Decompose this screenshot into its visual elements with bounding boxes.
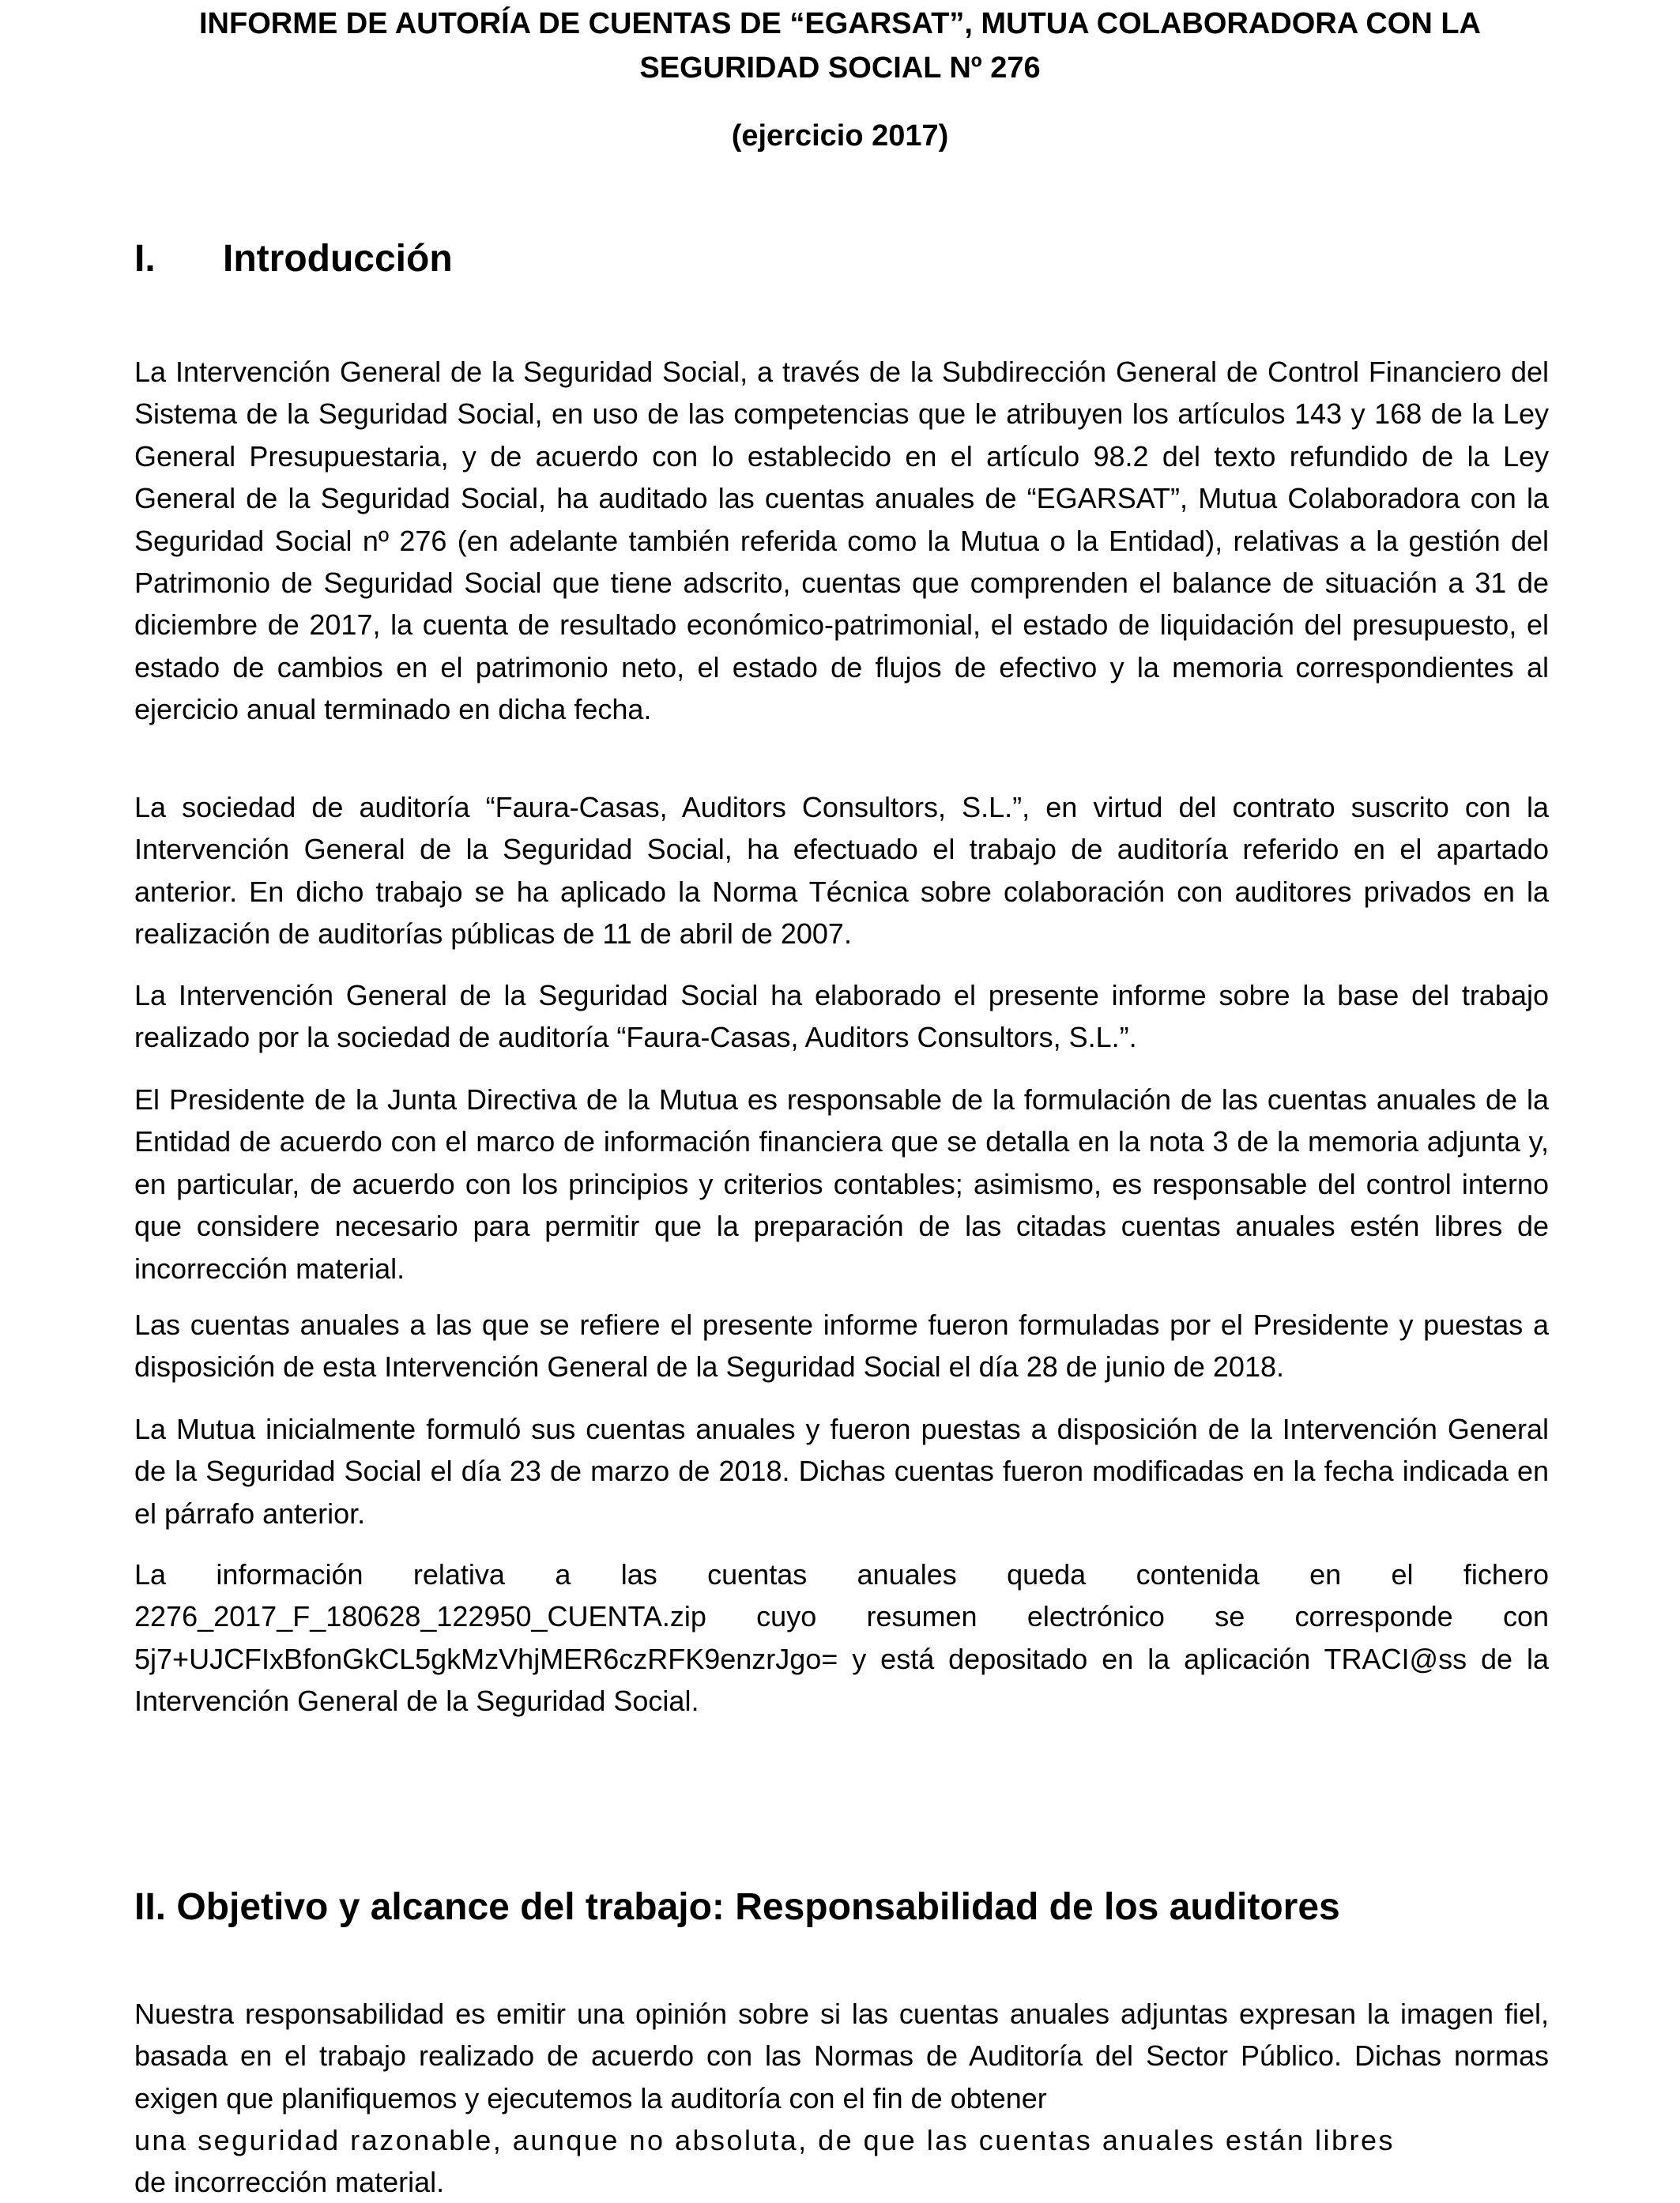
section-2-heading: II. Objetivo y alcance del trabajo: Responsabilidad de los auditores — [134, 1886, 1340, 1928]
section-2-paragraph-1-end: de incorrección material. — [134, 2166, 445, 2198]
document-title-line-1: INFORME DE AUTORÍA DE CUENTAS DE “EGARSAT”, MUTUA COLABORADORA CON LA — [198, 7, 1481, 40]
section-1-paragraph-3: La Intervención General de la Seguridad Social ha elaborado el presente informe sobre la base del trabajo realizado por la sociedad de auditoría “Faura-Casas, Auditors Consultors, S.L.”. — [134, 979, 1549, 1054]
section-1-number: I. — [134, 238, 156, 280]
section-1-heading — [134, 235, 453, 283]
section-1-paragraph-6: La Mutua inicialmente formuló sus cuentas anuales y fueron puestas a disposición de la Intervención General de la Seguridad Social el día 23 de marzo de 2018. Dichas cuentas fueron modificadas en la fecha indicada en el párrafo anterior. — [134, 1413, 1549, 1530]
section-1-paragraph-4: El Presidente de la Junta Directiva de la Mutua es responsable de la formulación de las cuentas anuales de la Entidad de acuerdo con el marco de información financiera que se detalla en la nota 3 de la memoria adjunta y, en particular, de acuerdo con los principios y criterios contables; asimismo, es responsable del control interno que considere necesario para permitir que la preparación de las citadas cuentas anuales estén libres de incorrección material. — [134, 1083, 1549, 1285]
section-1-paragraph-5: Las cuentas anuales a las que se refiere el presente informe fueron formuladas por el Presidente y puestas a disposición de esta Intervención General de la Seguridad Social el día 28 de junio de 2018. — [134, 1309, 1549, 1384]
section-2-paragraph-1-continued: una seguridad razonable, aunque no absoluta, de que las cuentas anuales están libres — [134, 2124, 1396, 2156]
document-subtitle: (ejercicio 2017) — [731, 119, 949, 153]
section-1-paragraph-2: La sociedad de auditoría “Faura-Casas, Auditors Consultors, S.L.”, en virtud del contrato suscrito con la Intervención General de la Seguridad Social, ha efectuado el trabajo de auditoría referido en el apartado anterior. En dicho trabajo se ha aplicado la Norma Técnica sobre colaboración con auditores privados en la realización de auditorías públicas de 11 de abril de 2007. — [134, 791, 1549, 951]
section-1-title: Introducción — [223, 238, 453, 280]
section-1-paragraph-7: La información relativa a las cuentas anuales queda contenida en el fichero 2276_2017_F_180628_122950_CUENTA.zip cuyo resumen electrónico se corresponde con 5j7+UJCFIxBfonGkCL5gkMzVhjMER6czRFK9enzrJgo= y está depositado en la aplicación TRACI@ss de la Intervención General de la Seguridad Social. — [134, 1558, 1549, 1718]
document-title-line-2: SEGURIDAD SOCIAL Nº 276 — [639, 51, 1041, 85]
section-2-paragraph-1: Nuestra responsabilidad es emitir una opinión sobre si las cuentas anuales adjuntas expresan la imagen fiel, basada en el trabajo realizado de acuerdo con las Normas de Auditoría del Sector Público. Dichas normas exigen que planifiquemos y ejecutemos la auditoría con el fin de obtener — [134, 1998, 1549, 2115]
section-1-paragraph-1: La Intervención General de la Seguridad Social, a través de la Subdirección General de Control Financiero del Sistema de la Seguridad Social, en uso de las competencias que le atribuyen los artículos 143 y 168 de la Ley General Presupuestaria, y de acuerdo con lo establecido en el artículo 98.2 del texto refundido de la Ley General de la Seguridad Social, ha auditado las cuentas anuales de “EGARSAT”, Mutua Colaboradora con la Seguridad Social nº 276 (en adelante también referida como la Mutua o la Entidad), relativas a la gestión del Patrimonio de Seguridad Social que tiene adscrito, cuentas que comprenden el balance de situación a 31 de diciembre de 2017, la cuenta de resultado económico-patrimonial, el estado de liquidación del presupuesto, el estado de cambios en el patrimonio neto, el estado de flujos de efectivo y la memoria correspondientes al ejercicio anual terminado en dicha fecha. — [134, 356, 1549, 726]
